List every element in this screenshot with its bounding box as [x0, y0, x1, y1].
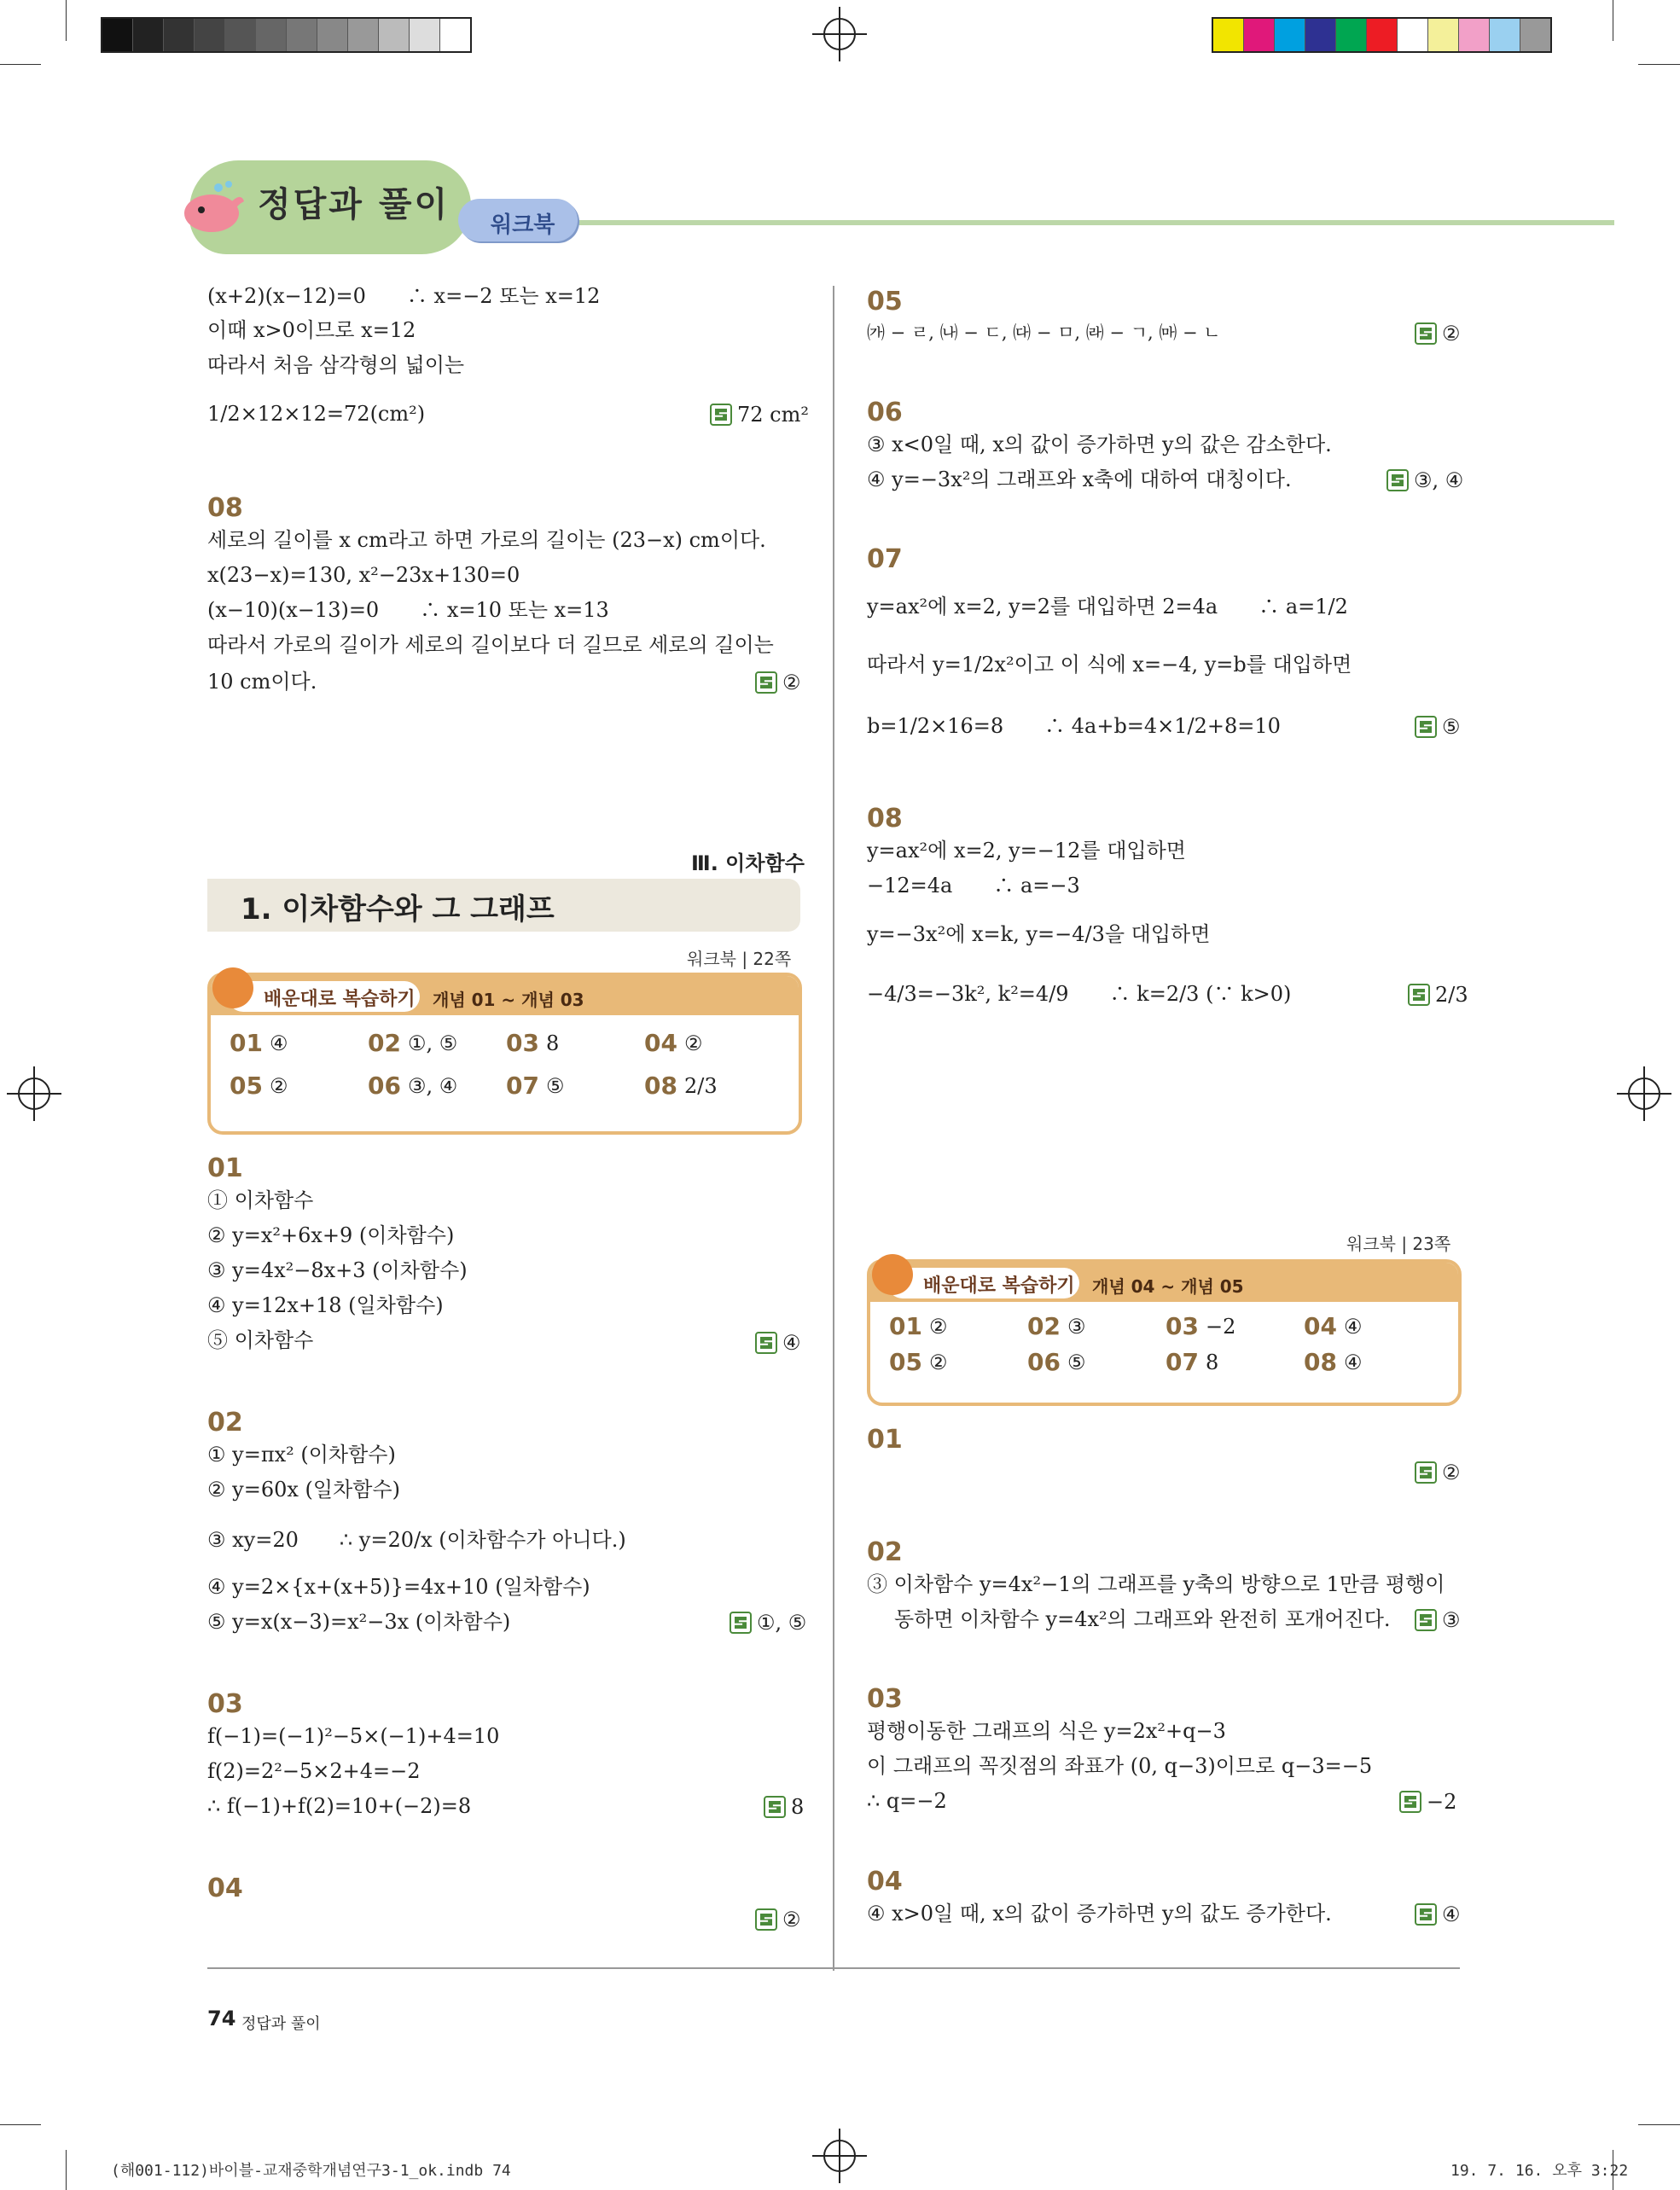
text-line: ④ y=12x+18 (일차함수) [207, 1293, 444, 1317]
review-range: 개념 01 ~ 개념 03 [433, 990, 584, 1010]
answer-icon [755, 1908, 777, 1931]
review-item-answer: ② [683, 1031, 703, 1055]
review-item-answer: 8 [1205, 1350, 1219, 1374]
review-item [889, 1348, 947, 1376]
answer-icon [1415, 1903, 1437, 1926]
review-item [1166, 1348, 1218, 1376]
text-line: 이 그래프의 꼭짓점의 좌표가 (0, q−3)이므로 q−3=−5 [867, 1754, 1373, 1778]
answer-icon [710, 404, 732, 426]
review-item [1304, 1348, 1362, 1376]
review-item-number: 08 [1304, 1348, 1337, 1376]
answer-value: ② [1442, 1461, 1461, 1484]
workbook-ref: 워크북 | 22쪽 [687, 949, 792, 969]
text-line: ⑤ y=x(x−3)=x²−3x (이차함수) [207, 1610, 511, 1634]
review-item-answer: ② [928, 1314, 948, 1339]
review-title: 배운대로 복습하기 [923, 1275, 1075, 1297]
question-number: 04 [867, 1867, 903, 1897]
answer [1415, 1902, 1461, 1926]
answer [764, 1795, 804, 1819]
text-line: y=ax²에 x=2, y=2를 대입하면 2=4a ∴ a=1/2 [867, 595, 1348, 619]
file-slug: (해001-112)바이블-교재중학개념연구3-1_ok.indb 74 [111, 2162, 511, 2180]
review-item-number: 02 [1027, 1312, 1061, 1340]
answer [755, 1908, 801, 1931]
answer-value: ③, ④ [1414, 468, 1464, 492]
text-line: 따라서 가로의 길이가 세로의 길이보다 더 길므로 세로의 길이는 [207, 633, 774, 657]
review-item-answer: ③ [1067, 1314, 1086, 1339]
footer-label: 정답과 풀이 [241, 2015, 321, 2033]
crop-mark [66, 2150, 67, 2190]
review-item-answer: ② [928, 1350, 948, 1374]
question-number: 08 [207, 493, 243, 523]
review-item-answer: 2/3 [683, 1073, 718, 1098]
text-line: ∴ q=−2 [867, 1789, 947, 1813]
registration-mark-icon [1617, 1066, 1671, 1121]
review-item-number: 07 [506, 1072, 539, 1100]
text-line: y=−3x²에 x=k, y=−4/3을 대입하면 [867, 922, 1211, 946]
review-item-answer: ⑤ [1067, 1350, 1086, 1374]
text-line: 이때 x>0이므로 x=12 [207, 318, 416, 342]
question-number: 01 [207, 1153, 243, 1183]
review-item-number: 01 [889, 1312, 922, 1340]
text-line: ④ y=2×{x+(x+5)}=4x+10 (일차함수) [207, 1575, 590, 1599]
review-item-number: 07 [1166, 1348, 1199, 1376]
answer-icon [1386, 469, 1409, 491]
text-line: ① y=πx² (이차함수) [207, 1443, 396, 1467]
answer [710, 403, 809, 427]
answer-value: ④ [782, 1331, 801, 1355]
answer-value: ④ [1442, 1902, 1461, 1926]
review-item [506, 1072, 564, 1100]
print-timestamp: 19. 7. 16. 오후 3:22 [1450, 2162, 1629, 2180]
answer-value: ①, ⑤ [757, 1611, 807, 1635]
review-item-answer: 8 [545, 1031, 560, 1055]
review-title: 배운대로 복습하기 [264, 989, 416, 1010]
answer-icon [1399, 1791, 1421, 1813]
review-item-number: 03 [506, 1029, 539, 1057]
answer-value: ② [782, 671, 801, 694]
text-line: ⑤ 이차함수 [207, 1328, 314, 1352]
review-item [230, 1029, 288, 1057]
answer-icon [1415, 322, 1437, 345]
section-title: 1. 이차함수와 그 그래프 [241, 892, 555, 927]
answer-icon [730, 1612, 752, 1634]
crop-mark [1638, 64, 1680, 65]
text-line: ③ x<0일 때, x의 값이 증가하면 y의 값은 감소한다. [867, 433, 1332, 456]
answer-icon [1415, 1461, 1437, 1484]
text-line: ∴ f(−1)+f(2)=10+(−2)=8 [207, 1794, 472, 1818]
question-number: 04 [207, 1873, 243, 1903]
answer-value: −2 [1427, 1790, 1457, 1814]
review-item-number: 06 [1027, 1348, 1061, 1376]
review-item [368, 1072, 457, 1100]
review-box [207, 973, 802, 1135]
answer [730, 1611, 806, 1635]
review-item-number: 03 [1166, 1312, 1199, 1340]
header-rule [512, 220, 1614, 225]
answer-icon [755, 671, 777, 694]
review-item-answer: ④ [1343, 1314, 1363, 1339]
color-bar [1212, 17, 1552, 53]
answer [1415, 1461, 1461, 1484]
crop-mark [1638, 2124, 1680, 2125]
registration-mark-icon [7, 1066, 61, 1121]
answer-value: ② [1442, 322, 1461, 346]
review-item [1027, 1348, 1085, 1376]
answer [1399, 1790, 1456, 1814]
review-item-number: 01 [230, 1029, 263, 1057]
text-line: 평행이동한 그래프의 식은 y=2x²+q−3 [867, 1719, 1226, 1743]
crop-mark [0, 2124, 41, 2125]
answer-value: ② [782, 1908, 801, 1931]
answer [1386, 468, 1463, 492]
answer [1415, 715, 1461, 739]
text-line: 따라서 처음 삼각형의 넓이는 [207, 353, 465, 377]
review-item [644, 1072, 718, 1100]
text-line: ② y=x²+6x+9 (이차함수) [207, 1223, 455, 1247]
question-number: 05 [867, 287, 903, 317]
review-item [889, 1312, 947, 1340]
text-line: ③ y=4x²−8x+3 (이차함수) [207, 1258, 468, 1282]
review-box [867, 1259, 1462, 1406]
text-line: 동하면 이차함수 y=4x²의 그래프와 완전히 포개어진다. [894, 1607, 1391, 1631]
text-line: ① 이차함수 [207, 1188, 314, 1212]
text-line: (x−10)(x−13)=0 ∴ x=10 또는 x=13 [207, 598, 609, 622]
review-item [1166, 1312, 1235, 1340]
text-line: (x+2)(x−12)=0 ∴ x=−2 또는 x=12 [207, 284, 601, 308]
review-item-answer: ④ [1343, 1350, 1363, 1374]
review-item-number: 02 [368, 1029, 401, 1057]
answer-icon [755, 1332, 777, 1354]
review-item [644, 1029, 702, 1057]
review-item-answer: ② [269, 1073, 288, 1098]
review-item-number: 05 [230, 1072, 263, 1100]
text-line: ④ x>0일 때, x의 값이 증가하면 y의 값도 증가한다. [867, 1902, 1332, 1926]
column-divider [833, 286, 834, 1971]
review-item [1027, 1312, 1085, 1340]
question-number: 02 [207, 1408, 243, 1438]
question-number: 07 [867, 544, 903, 574]
question-number: 03 [207, 1689, 243, 1719]
answer [755, 671, 801, 694]
text-line: x(23−x)=130, x²−23x+130=0 [207, 563, 520, 587]
text-line: f(−1)=(−1)²−5×(−1)+4=10 [207, 1724, 500, 1748]
crop-mark [66, 0, 67, 41]
answer [755, 1331, 801, 1355]
review-item-answer: ⑤ [545, 1073, 565, 1098]
review-item-number: 08 [644, 1072, 677, 1100]
text-line: ③ 이차함수 y=4x²−1의 그래프를 y축의 방향으로 1만큼 평행이 [867, 1572, 1445, 1596]
review-item-number: 04 [1304, 1312, 1337, 1340]
text-line: ② y=60x (일차함수) [207, 1478, 400, 1502]
fox-mascot-icon [212, 967, 253, 1008]
answer-icon [1408, 984, 1430, 1006]
question-number: 02 [867, 1537, 903, 1567]
text-line: 세로의 길이를 x cm라고 하면 가로의 길이는 (23−x) cm이다. [207, 528, 766, 552]
review-item-answer: −2 [1205, 1314, 1236, 1339]
answer-icon [764, 1796, 786, 1818]
review-item-number: 05 [889, 1348, 922, 1376]
question-number: 06 [867, 398, 903, 427]
chapter-label: Ⅲ. 이차함수 [691, 851, 805, 875]
grayscale-bar [101, 17, 472, 53]
text-line: y=ax²에 x=2, y=−12를 대입하면 [867, 839, 1186, 863]
answer [1415, 322, 1461, 346]
question-number: 03 [867, 1684, 903, 1714]
text-line: ㈎ − ㄹ, ㈏ − ㄷ, ㈐ − ㅁ, ㈑ − ㄱ, ㈒ − ㄴ [867, 322, 1221, 343]
review-item-number: 04 [644, 1029, 677, 1057]
answer [1415, 1608, 1461, 1632]
review-item-answer: ①, ⑤ [407, 1031, 458, 1055]
page-number: 74 [207, 2007, 236, 2030]
review-range: 개념 04 ~ 개념 05 [1092, 1276, 1244, 1297]
answer-icon [1415, 1609, 1437, 1631]
review-item [368, 1029, 457, 1057]
answer [1408, 983, 1468, 1007]
text-line: 따라서 y=1/2x²이고 이 식에 x=−4, y=b를 대입하면 [867, 653, 1352, 677]
question-number: 01 [867, 1425, 903, 1455]
registration-mark-icon [812, 7, 867, 61]
footer-rule [207, 1967, 1460, 1969]
text-line: 10 cm이다. [207, 670, 317, 694]
review-item [230, 1072, 288, 1100]
text-line: 1/2×12×12=72(cm²) [207, 402, 426, 426]
fox-mascot-icon [872, 1254, 913, 1295]
whale-mascot-icon [177, 179, 246, 239]
text-line: f(2)=2²−5×2+4=−2 [207, 1759, 421, 1783]
registration-mark-icon [812, 2129, 867, 2183]
review-item-answer: ④ [269, 1031, 288, 1055]
crop-mark [0, 64, 41, 65]
answer-value: 72 cm² [737, 403, 809, 427]
text-line: −12=4a ∴ a=−3 [867, 874, 1080, 897]
question-number: 08 [867, 804, 903, 834]
text-line: ④ y=−3x²의 그래프와 x축에 대하여 대칭이다. [867, 468, 1292, 491]
review-item [506, 1029, 559, 1057]
answer-value: 2/3 [1435, 983, 1468, 1007]
text-line: −4/3=−3k², k²=4/9 ∴ k=2/3 (∵ k>0) [867, 982, 1292, 1006]
review-item-number: 06 [368, 1072, 401, 1100]
text-line: b=1/2×16=8 ∴ 4a+b=4×1/2+8=10 [867, 714, 1281, 738]
workbook-ref: 워크북 | 23쪽 [1346, 1234, 1451, 1254]
page-title: 정답과 풀이 [258, 185, 451, 224]
answer-value: ⑤ [1442, 715, 1461, 739]
review-item-answer: ③, ④ [407, 1073, 458, 1098]
answer-icon [1415, 716, 1437, 738]
answer-value: 8 [791, 1795, 805, 1819]
review-item [1304, 1312, 1362, 1340]
workbook-tag-label: 워크북 [491, 212, 555, 238]
answer-value: ③ [1442, 1608, 1461, 1632]
text-line: ③ xy=20 ∴ y=20/x (이차함수가 아니다.) [207, 1528, 626, 1552]
